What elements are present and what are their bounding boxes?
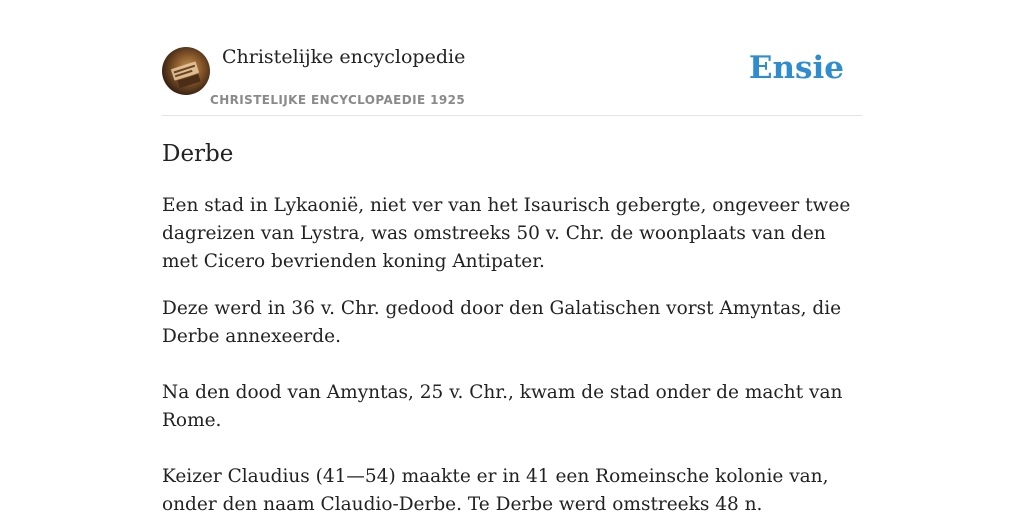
article-title: Derbe [162,141,234,167]
header [162,40,862,116]
brand-logo-link[interactable]: Ensie [748,50,844,86]
article-paragraph: Deze werd in 36 v. Chr. gedood door den Galatischen vorst Amyntas, die Derbe annexeerde. [162,298,842,347]
site-subtitle: CHRISTELIJKE ENCYCLOPAEDIE 1925 [210,93,466,107]
article [162,138,862,512]
book-thumbnail-icon[interactable] [162,47,210,95]
site-title-link[interactable]: Christelijke encyclopedie [222,46,466,68]
article-paragraph: Keizer Claudius (41—54) maakte er in 41 een Romeinsche kolonie van, onder den naam Claudio-Derbe. Te Derbe werd omstreeks 48 n. [162,466,829,512]
article-paragraph: Na den dood van Amyntas, 25 v. Chr., kwam de stad onder de macht van Rome. [162,382,843,431]
article-paragraph: Een stad in Lykaonië, niet ver van het Isaurisch gebergte, ongeveer twee dagreizen van Lystra, was omstreeks 50 v. Chr. de woonplaats van den met Cicero bevrienden koning Antipater. [162,195,851,272]
